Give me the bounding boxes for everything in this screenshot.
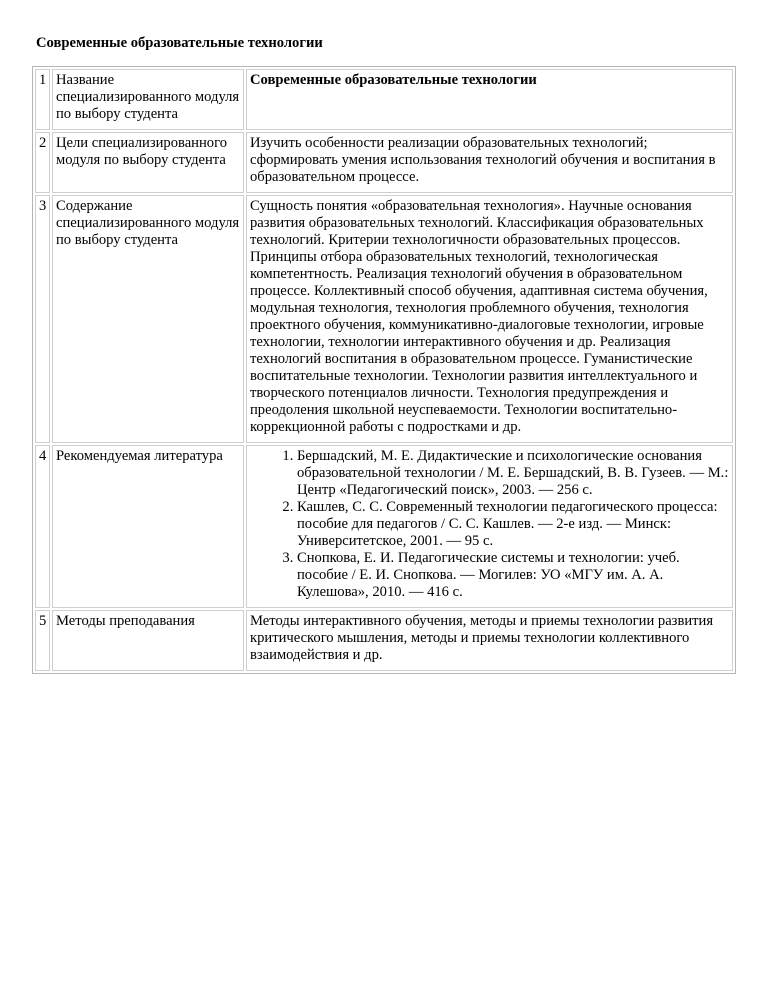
row-number: 1 [35, 69, 50, 130]
literature-item: 3. Снопкова, Е. И. Педагогические системы и технологии: учеб. пособие / Е. И. Снопкова. — Могилев: УО «МГУ им. А. А. Кулешова», 2010. — 416 с. [297, 550, 731, 601]
row-number: 2 [35, 132, 50, 193]
table-row [35, 610, 733, 671]
row-number: 4 [35, 445, 50, 608]
row-value: Сущность понятия «образовательная технология». Научные основания развития образовательных технологий. Классификация образовательных технологий. Критерии технологичности образовательных процессов. Принципы отбора образовательных технологий, технологическая компетентность. Реализация технологий обучения в образовательном процессе. Коллективный способ обучения, адаптивная система обучения, модульная технология, технология проблемного обучения, технология проектного обучения, коммуникативно-диалоговые технологии, игровые технологии, технологии интерактивного обучения и др. Реализация технологий воспитания в образовательном процессе. Гуманистические воспитательные технологии. Технологии развития интеллектуального и творческого потенциалов личности. Технология предупреждения и преодоления школьной неуспеваемости. Технологии воспитательно-коррекционной работы с подростками и др. [246, 195, 733, 443]
table-row [35, 445, 733, 608]
literature-item: 2. Кашлев, С. С. Современный технологии педагогического процесса: пособие для педагогов / С. С. Кашлев. — 2-е изд. — Минск: Университетское, 2001. — 95 с. [297, 499, 731, 550]
row-label: Рекомендуемая литература [52, 445, 244, 608]
table-row [35, 69, 733, 130]
literature-cell [246, 445, 733, 608]
row-value: Современные образовательные технологии [246, 69, 733, 130]
row-value: Изучить особенности реализации образовательных технологий; сформировать умения использования технологий обучения и воспитания в образовательном процессе. [246, 132, 733, 193]
row-number: 3 [35, 195, 50, 443]
literature-list [250, 448, 731, 601]
row-label: Методы преподавания [52, 610, 244, 671]
table-row [35, 195, 733, 443]
document-title: Современные образовательные технологии [36, 35, 323, 51]
literature-item: 1. Бершадский, М. Е. Дидактические и психологические основания образовательной технологии / М. Е. Бершадский, В. В. Гузеев. — М.: Центр «Педагогический поиск», 2003. — 256 с. [297, 448, 731, 499]
row-label: Название специализированного модуля по выбору студента [52, 69, 244, 130]
table-row [35, 132, 733, 193]
module-info-table [32, 66, 736, 674]
row-label: Цели специализированного модуля по выбору студента [52, 132, 244, 193]
row-label: Содержание специализированного модуля по выбору студента [52, 195, 244, 443]
row-number: 5 [35, 610, 50, 671]
row-value: Методы интерактивного обучения, методы и приемы технологии развития критического мышления, методы и приемы технологии коллективного взаимодействия и др. [246, 610, 733, 671]
